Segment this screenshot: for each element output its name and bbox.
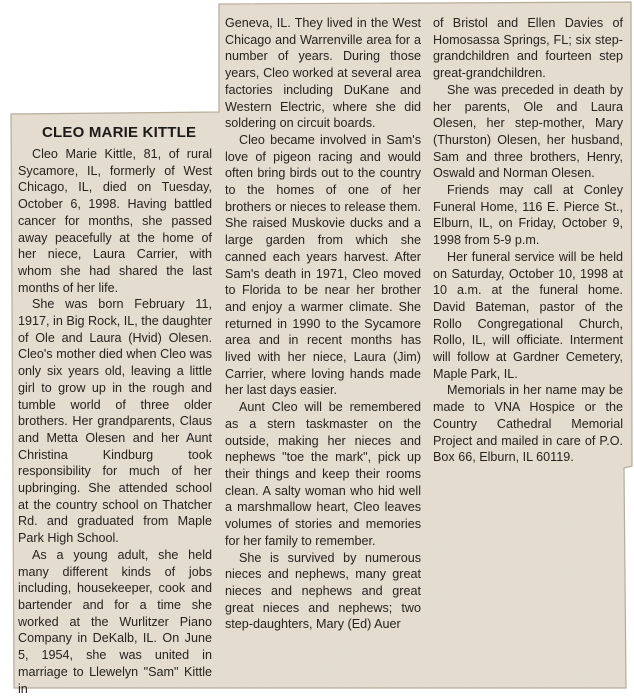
paragraph-continued: of Bristol and Ellen Davies of Homosassa Springs, FL; six step-grandchildren and fourteen step great-grandchildren. [433,16,623,81]
paragraph: She is survived by numerous nieces and nephews, many great nieces and nephews and great great nieces and nephews; two step-daughters, Mary (Ed) Auer [225,550,421,632]
paragraph: Memorials in her name may be made to VNA Hospice or the Country Cathedral Memorial Project and mailed in care of P.O. Box 66, Elburn, IL 60119. [433,383,623,465]
obituary-headline: CLEO MARIE KITTLE [42,124,197,141]
paragraph: Cleo became involved in Sam's love of pigeon racing and would often bring birds out to the country to the homes of one of her brothers or nieces to release them. She raised Muskovie ducks and a large garden from which she canned each years harvest. After Sam's death in 1971, Cleo moved to Florida to be near her brother and enjoy a warmer climate. She returned in 1990 to the Sycamore area and in recent months has lived with her niece, Laura (Jim) Carrier, where loving hands made her last days easier. [225,132,421,398]
paragraph: Her funeral service will be held on Saturday, October 10, 1998 at 10 a.m. at the funeral home. David Bateman, pastor of the Rollo Congregational Church, Rollo, IL, will officiate. Interment will follow at Gardner Cemetery, Maple Park, IL. [433,249,623,381]
paragraph: Friends may call at Conley Funeral Home, 116 E. Pierce St., Elburn, IL, on Friday, October 9, 1998 from 5-9 p.m. [433,183,623,248]
paragraph: She was preceded in death by her parents, Ole and Laura Olesen, her step-mother, Mary (Thurston) Olesen, her husband, Sam and three brothers, Henry, Oswald and Norman Olesen. [433,82,623,181]
paragraph: As a young adult, she held many different kinds of jobs including, housekeeper, cook and bartender and for a time she worked at the Wurlitzer Piano Company in DeKalb, IL. On June 5, 1954, she was united in marriage to Llewelyn "Sam" Kittle in [18,547,212,696]
paragraph-continued: Geneva, IL. They lived in the West Chicago and Warrenville area for a number of years. During those years, Cleo worked at several area factories including DuKane and Western Electric, where she did soldering on circuit boards. [225,16,421,131]
article-column-3 [433,15,623,466]
paragraph: She was born February 11, 1917, in Big Rock, IL, the daughter of Ole and Laura (Hvid) Olesen. Cleo's mother died when Cleo was only six years old, leaving a little girl to grow up in the rough and tumble world of three older brothers. Her grandparents, Claus and Metta Olesen and her Aunt Christina Kindburg took responsibility for much of her upbringing. She attended school at the country school on Thatcher Rd. and graduated from Maple Park High School. [18,297,212,546]
article-column-1 [18,146,212,697]
paragraph: Cleo Marie Kittle, 81, of rural Sycamore, IL, formerly of West Chicago, IL, died on Tuesday, October 6, 1998. Having battled cancer for months, she passed away peacefully at the home of her niece, Laura Carrier, with whom she had shared the last months of her life. [18,147,212,295]
paragraph: Aunt Cleo will be remembered as a stern taskmaster on the outside, making her nieces and nephews "toe the mark", pick up their things and keep their rooms clean. A salty woman who hid well a marshmallow heart, Cleo leaves volumes of stories and memories for her family to remember. [225,400,421,548]
article-column-2 [225,15,421,633]
